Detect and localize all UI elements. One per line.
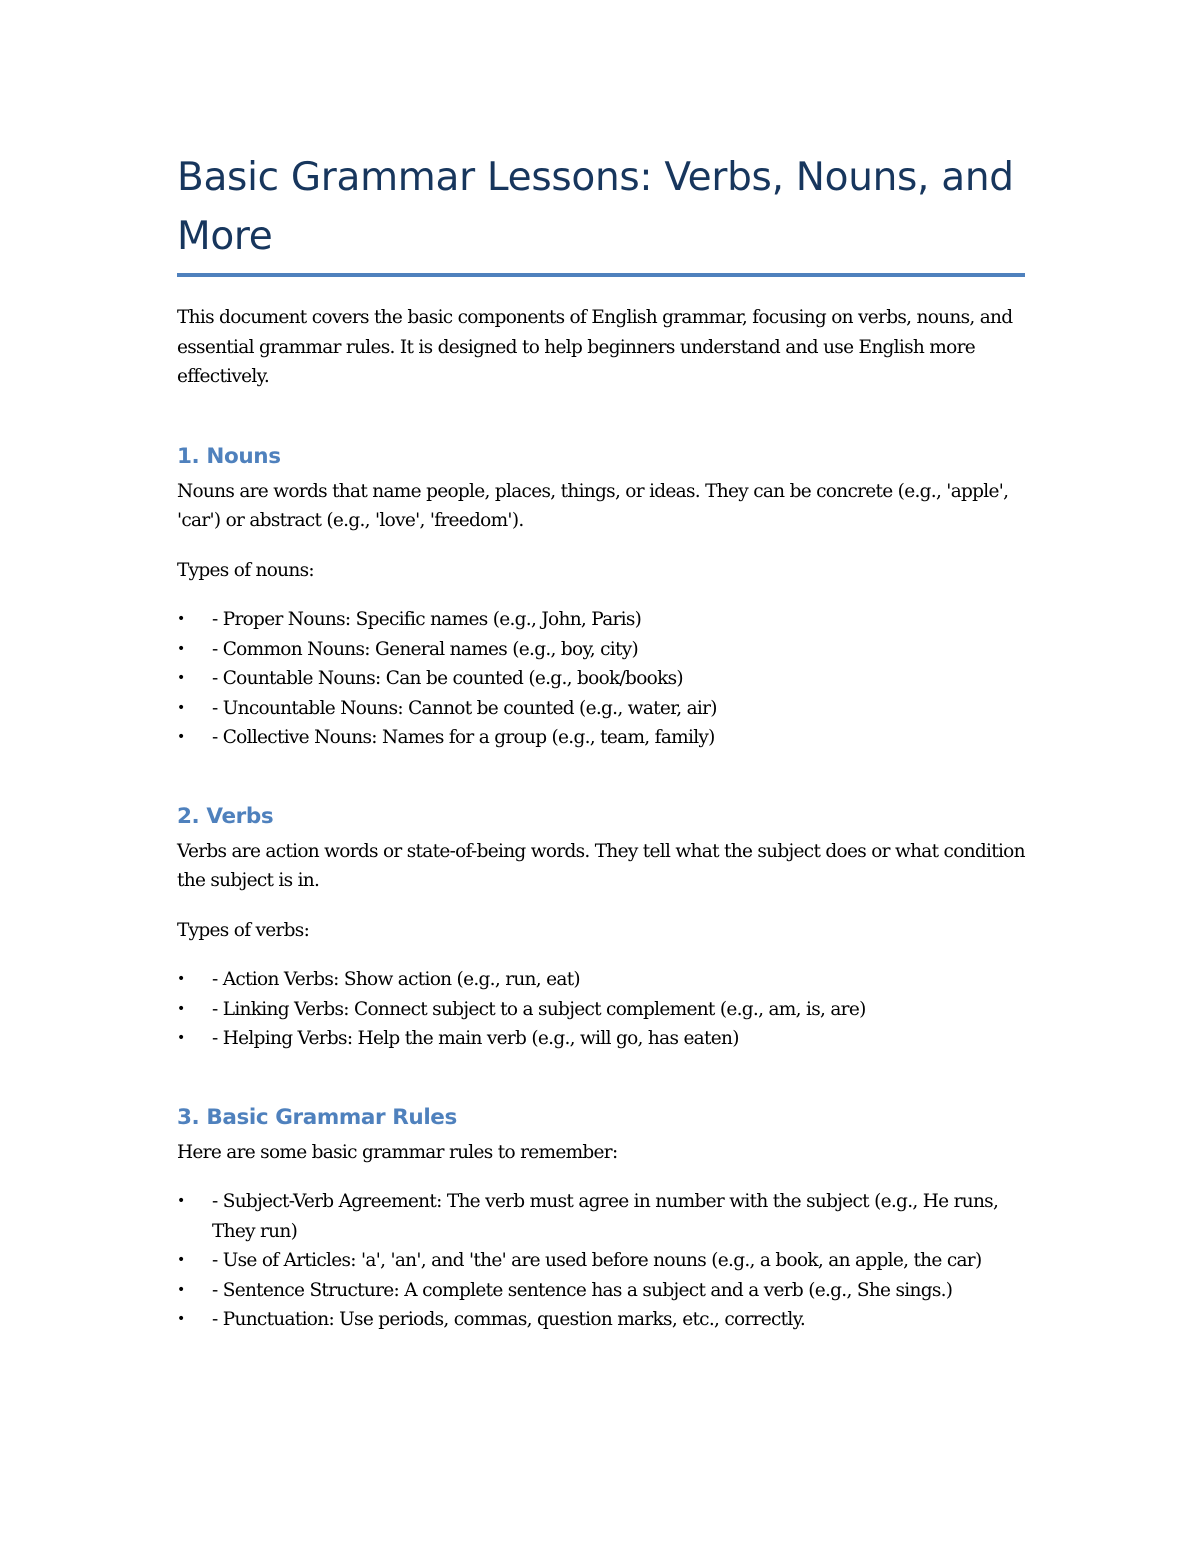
verbs-types-list <box>177 965 1025 1054</box>
document-title: Basic Grammar Lessons: Verbs, Nouns, and More <box>177 155 1014 259</box>
list-item-text: - Sentence Structure: A complete sentence has a subject and a verb (e.g., She sings.) <box>212 1279 953 1301</box>
list-item-text: - Use of Articles: 'a', 'an', and 'the' are used before nouns (e.g., a book, an apple, the car) <box>212 1250 982 1271</box>
bullet-icon: • <box>177 1193 185 1209</box>
list-item <box>177 1187 1025 1246</box>
bullet-icon: • <box>177 1311 185 1327</box>
document-body <box>177 148 1025 1384</box>
list-item <box>177 723 1025 753</box>
list-item-text: - Action Verbs: Show action (e.g., run, eat) <box>212 969 580 990</box>
verbs-list-intro: Types of verbs: <box>177 919 310 941</box>
nouns-description: Nouns are words that name people, places, things, or ideas. They can be concrete (e.g., 'apple', 'car') or abstract (e.g., 'love', 'freedom'). <box>177 480 1009 531</box>
list-item <box>177 605 1025 635</box>
bullet-icon: • <box>177 729 185 745</box>
list-item-text: - Subject-Verb Agreement: The verb must agree in number with the subject (e.g., He runs, They run) <box>212 1191 999 1242</box>
list-item <box>177 1276 1025 1306</box>
list-item <box>177 1246 1025 1276</box>
section-heading-grammar-rules: 3. Basic Grammar Rules <box>177 1104 457 1130</box>
list-item <box>177 635 1025 665</box>
section-heading-verbs: 2. Verbs <box>177 803 274 829</box>
title-underline-rule <box>177 273 1025 277</box>
list-item <box>177 664 1025 694</box>
list-item-text: - Proper Nouns: Specific names (e.g., John, Paris) <box>212 609 642 630</box>
list-item-text: - Linking Verbs: Connect subject to a subject complement (e.g., am, is, are) <box>212 998 866 1020</box>
grammar-rules-list <box>177 1187 1025 1335</box>
list-item-text: - Helping Verbs: Help the main verb (e.g., will go, has eaten) <box>212 1028 739 1049</box>
bullet-icon: • <box>177 1030 185 1046</box>
list-item-text: - Common Nouns: General names (e.g., boy, city) <box>212 638 639 660</box>
grammar-rules-list-intro: Here are some basic grammar rules to remember: <box>177 1141 618 1163</box>
bullet-icon: • <box>177 670 185 686</box>
bullet-icon: • <box>177 1281 185 1298</box>
bullet-icon: • <box>177 611 185 627</box>
list-item <box>177 965 1025 995</box>
intro-paragraph: This document covers the basic components of English grammar, focusing on verbs, nouns, and essential grammar rules. It is designed to help beginners understand and use English more effectively. <box>177 307 1013 387</box>
list-item-text: - Uncountable Nouns: Cannot be counted (e.g., water, air) <box>212 697 717 719</box>
nouns-types-list <box>177 605 1025 753</box>
verbs-description: Verbs are action words or state-of-being words. They tell what the subject does or what condition the subject is in. <box>177 840 1025 891</box>
list-item-text: - Punctuation: Use periods, commas, question marks, etc., correctly. <box>212 1309 806 1330</box>
list-item <box>177 1024 1025 1054</box>
bullet-icon: • <box>177 1000 185 1017</box>
list-item-text: - Countable Nouns: Can be counted (e.g., book/books) <box>212 668 683 689</box>
bullet-icon: • <box>177 971 185 987</box>
bullet-icon: • <box>177 699 185 716</box>
bullet-icon: • <box>177 640 185 657</box>
list-item-text: - Collective Nouns: Names for a group (e.g., team, family) <box>212 727 715 748</box>
list-item <box>177 995 1025 1025</box>
list-item <box>177 694 1025 724</box>
list-item <box>177 1305 1025 1335</box>
section-heading-nouns: 1. Nouns <box>177 443 281 469</box>
bullet-icon: • <box>177 1252 185 1268</box>
nouns-list-intro: Types of nouns: <box>177 559 314 581</box>
